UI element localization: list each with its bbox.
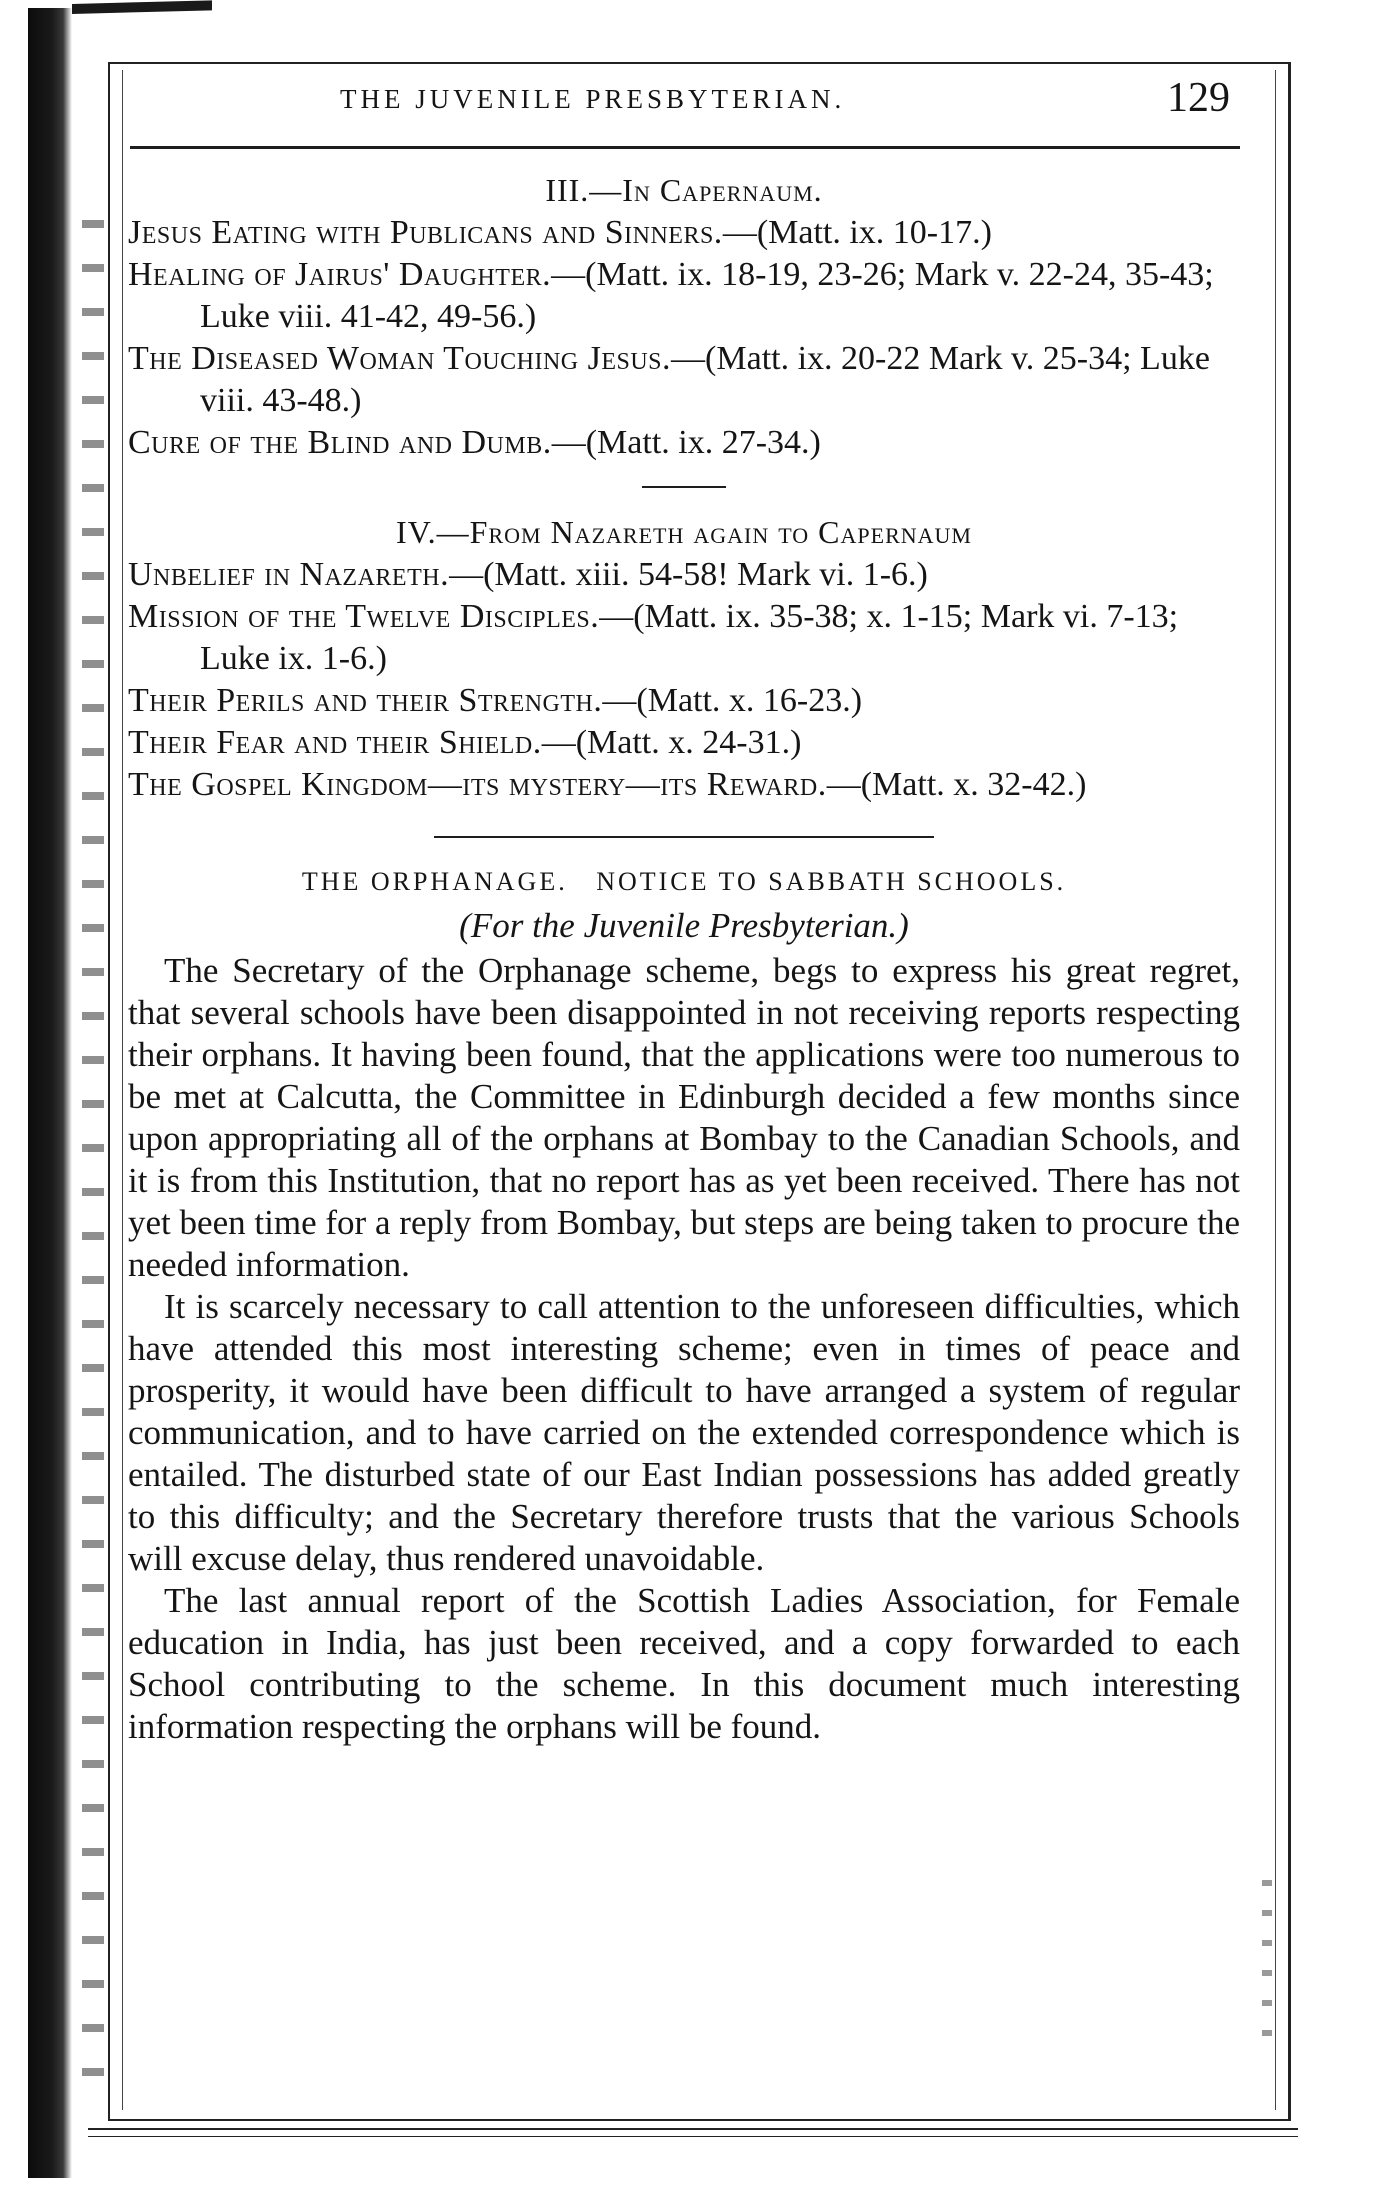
list-item [128, 254, 1240, 338]
page-header [130, 70, 1240, 150]
bottom-rule-thin [88, 2136, 1298, 2137]
entry-reference: —(Matt. ix. 10-17.) [722, 214, 992, 251]
entry-reference: —(Matt. x. 16-23.) [602, 682, 863, 719]
margin-marks [82, 220, 104, 2100]
section-divider [642, 486, 726, 488]
entry-reference: —(Matt. x. 24-31.) [541, 724, 802, 761]
notice-subtitle: (For the Juvenile Presbyterian.) [459, 906, 909, 945]
list-item [128, 212, 1240, 254]
page-number: 129 [1167, 75, 1230, 121]
header-rule [130, 146, 1240, 149]
list-item [128, 422, 1240, 464]
spine-top-edge [72, 0, 212, 14]
notice-heading: THE ORPHANAGE. NOTICE TO SABBATH SCHOOLS. [301, 867, 1067, 896]
list-item [128, 722, 1240, 764]
list-item [128, 338, 1240, 422]
section-heading-nazareth: IV.—From Nazareth again to Capernaum [396, 514, 972, 550]
entry-reference: —(Matt. ix. 20-22 Mark v. 25-34; Luke viii. 43-48.) [200, 340, 1210, 419]
page-content [128, 168, 1240, 1748]
entry-reference: —(Matt. x. 32-42.) [826, 766, 1087, 803]
article-divider [434, 836, 934, 838]
list-item [128, 764, 1240, 806]
entry-title: Their Perils and their Strength. [128, 682, 603, 719]
paragraph: It is scarcely necessary to call attention to the unforeseen difficulties, which have attended this most interesting scheme; even in times of peace and prosperity, it would have been difficult to have arranged a system of regular communication, and to have carried on the extended correspondence which is entailed. The disturbed state of our East Indian possessions has added greatly to this difficulty; and the Secretary therefore trusts that the various Schools will excuse delay, thus rendered unavoidable. [128, 1287, 1240, 1578]
entry-reference: —(Matt. xiii. 54-58! Mark vi. 1-6.) [449, 556, 928, 593]
entry-title: Mission of the Twelve Disciples. [128, 598, 600, 635]
entry-title: Their Fear and their Shield. [128, 724, 542, 761]
entry-title: Healing of Jairus' Daughter. [128, 256, 552, 293]
bottom-rule [88, 2128, 1298, 2130]
entry-title: The Diseased Woman Touching Jesus. [128, 340, 672, 377]
entry-reference: —(Matt. ix. 27-34.) [551, 424, 821, 461]
paragraph: The Secretary of the Orphanage scheme, begs to express his great regret, that several schools have been disappointed in not receiving reports respecting their orphans. It having been found, that the applications were too numerous to be met at Calcutta, the Committee in Edinburgh decided a few months since upon appropriating all of the orphans at Bombay to the Canadian Schools, and it is from this Institution, that no report has as yet been received. There has not yet been time for a reply from Bombay, but steps are being taken to procure the needed information. [128, 951, 1240, 1284]
entry-title: Unbelief in Nazareth. [128, 556, 450, 593]
running-title: THE JUVENILE PRESBYTERIAN. [340, 84, 846, 114]
entry-title: Cure of the Blind and Dumb. [128, 424, 552, 461]
section-heading-capernaum: III.—In Capernaum. [545, 172, 823, 208]
list-item [128, 554, 1240, 596]
paragraph: The last annual report of the Scottish Ladies Association, for Female education in India, has just been received, and a copy forwarded to each School contributing to the scheme. In this document much interesting information respecting the orphans will be found. [128, 1581, 1240, 1746]
entry-title: The Gospel Kingdom—its mystery—its Reward. [128, 766, 827, 803]
entry-reference: —(Matt. ix. 35-38; x. 1-15; Mark vi. 7-13; Luke ix. 1-6.) [200, 598, 1179, 677]
entry-reference: —(Matt. ix. 18-19, 23-26; Mark v. 22-24, 35-43; Luke viii. 41-42, 49-56.) [200, 256, 1214, 335]
book-spine-shadow [28, 8, 72, 2178]
list-item [128, 596, 1240, 680]
entry-title: Jesus Eating with Publicans and Sinners. [128, 214, 723, 251]
list-item [128, 680, 1240, 722]
